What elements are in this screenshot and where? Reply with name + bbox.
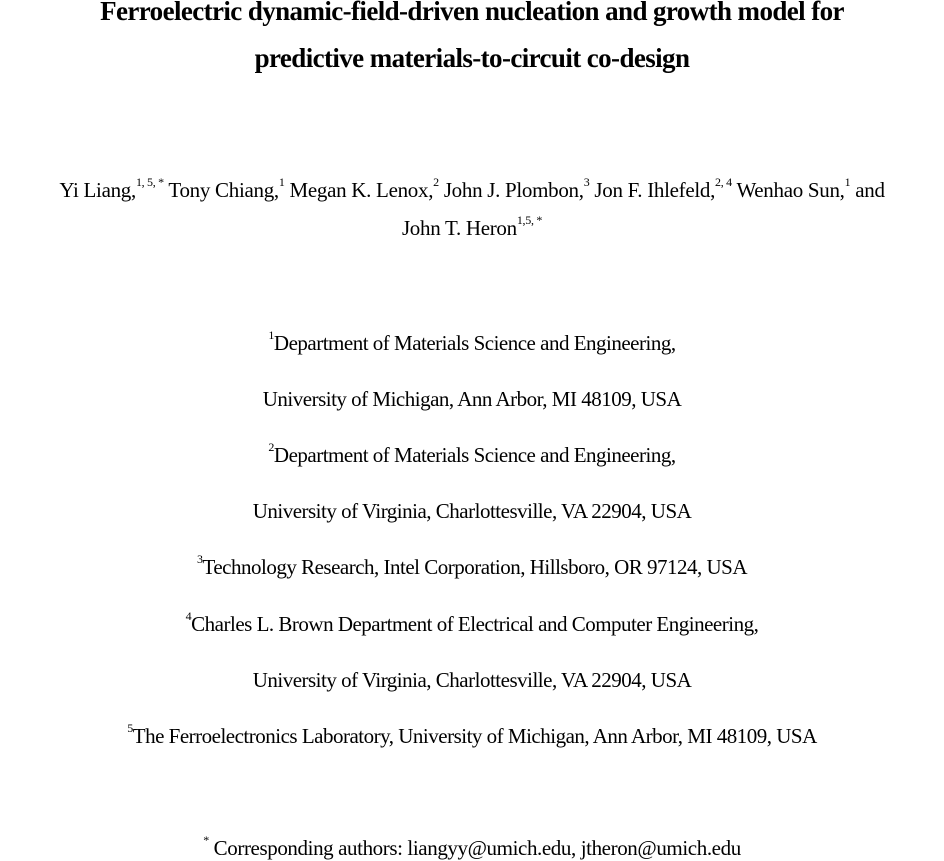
authors-conjunction: and (855, 178, 885, 202)
corresponding-authors-text: Corresponding authors: liangyy@umich.edu, jtheron@umich.edu (208, 836, 741, 860)
author-name: Tony Chiang, (168, 178, 279, 202)
affiliation-1-line-1: $^1$Department of Materials Science and Engineering, (268, 328, 676, 355)
authors-line-1 (0, 175, 944, 203)
affiliation-number: 1 (268, 328, 274, 342)
corresponding-marker: * (203, 833, 209, 847)
affiliation-3-line-1: $^3$Technology Research, Intel Corporation, Hillsboro, OR 97124, USA (196, 552, 748, 579)
author-affiliation-sup: 1 (278, 175, 285, 189)
affiliation-2-line-2: University of Virginia, Charlottesville, VA 22904, USA (252, 499, 692, 523)
author-name: Wenhao Sun, (736, 178, 845, 202)
author-name: John J. Plombon, (443, 178, 584, 202)
author-affiliation-sup: 2 (433, 175, 439, 189)
author-affiliation-sup: 2, 4 (715, 175, 732, 189)
affiliation-5-line-1: $^5$The Ferroelectronics Laboratory, University of Michigan, Ann Arbor, MI 48109, USA (127, 721, 817, 748)
affiliation-number: 5 (127, 721, 133, 735)
affiliation-number: 4 (185, 609, 192, 623)
corresponding-authors-note (0, 833, 944, 861)
affiliation-2-line-1: $^2$Department of Materials Science and Engineering, (268, 440, 676, 467)
authors-line-2 (0, 213, 944, 241)
title-line-1: Ferroelectric dynamic-field-driven nucleation and growth model for (100, 0, 844, 26)
affiliation-4-line-1: $^4$Charles L. Brown Department of Electrical and Computer Engineering, (185, 609, 759, 636)
author-name: Jon F. Ihlefeld, (594, 178, 716, 202)
title-line-2: predictive materials-to-circuit co-design (254, 43, 690, 73)
affiliation-number: 2 (268, 440, 274, 454)
author-affiliation-sup: 1 (844, 175, 851, 189)
author-affiliation-sup: 1,5, * (516, 213, 543, 227)
author-name: Megan K. Lenox, (289, 178, 434, 202)
author-affiliation-sup: 3 (583, 175, 590, 189)
author-name: John T. Heron (401, 216, 517, 240)
affiliation-4-line-2: University of Virginia, Charlottesville, VA 22904, USA (252, 668, 692, 692)
author-name: Yi Liang, (59, 178, 136, 202)
affiliation-1-line-2: University of Michigan, Ann Arbor, MI 48109, USA (262, 387, 682, 411)
author-affiliation-sup: 1, 5, * (135, 175, 164, 189)
affiliation-number: 3 (196, 552, 203, 566)
